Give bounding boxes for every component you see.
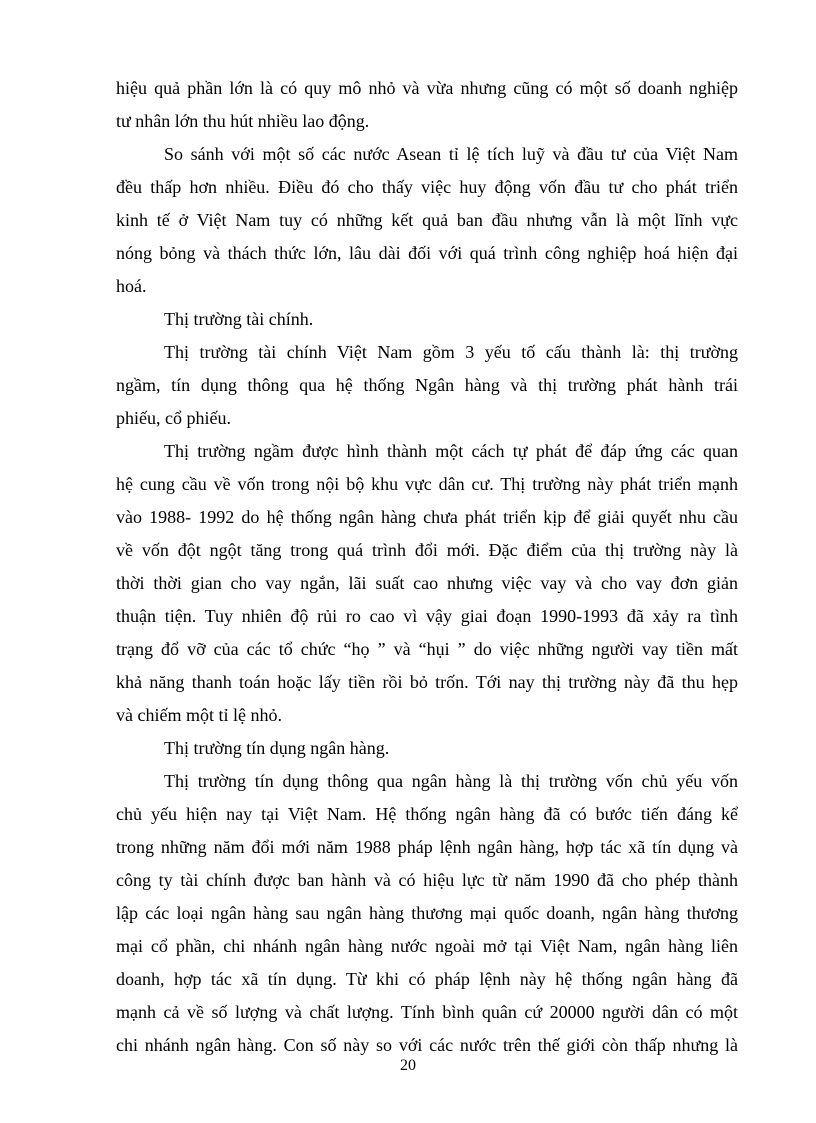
text-line: Thị trường tín dụng ngân hàng. bbox=[164, 738, 390, 758]
text-line: công ty tài chính được ban hành và có hiệu lực từ năm 1990 đã cho phép thành bbox=[116, 870, 738, 890]
text-line: ngầm, tín dụng thông qua hệ thống Ngân hàng và thị trường phát hành trái bbox=[116, 375, 738, 395]
document-body bbox=[116, 72, 738, 1062]
text-line: và chiếm một tỉ lệ nhỏ. bbox=[116, 705, 282, 725]
text-line: trạng đổ vỡ của các tổ chức “họ ” và “hụi ” do việc những người vay tiền mất bbox=[116, 639, 738, 659]
text-line: thuận tiện. Tuy nhiên độ rủi ro cao vì vậy giai đoạn 1990-1993 đã xảy ra tình bbox=[116, 606, 738, 626]
text-line: tư nhân lớn thu hút nhiều lao động. bbox=[116, 111, 370, 131]
text-line: phiếu, cổ phiếu. bbox=[116, 408, 231, 428]
text-line: nóng bỏng và thách thức lớn, lâu dài đối với quá trình công nghiệp hoá hiện đại bbox=[116, 243, 738, 263]
text-line: về vốn đột ngột tăng trong quá trình đổi mới. Đặc điểm của thị trường này là bbox=[116, 540, 738, 560]
text-line: thời thời gian cho vay ngắn, lãi suất cao nhưng việc vay và cho vay đơn giản bbox=[116, 573, 738, 593]
text-line: đều thấp hơn nhiều. Điều đó cho thấy việc huy động vốn đầu tư cho phát triển bbox=[116, 177, 738, 197]
text-line: doanh, hợp tác xã tín dụng. Từ khi có pháp lệnh này hệ thống ngân hàng đã bbox=[116, 969, 738, 989]
text-line: Thị trường tài chính. bbox=[164, 309, 314, 329]
text-line: vào 1988- 1992 do hệ thống ngân hàng chưa phát triển kịp để giải quyết nhu cầu bbox=[116, 507, 738, 527]
text-line: So sánh với một số các nước Asean tỉ lệ tích luỹ và đầu tư của Việt Nam bbox=[164, 144, 738, 164]
text-line: lập các loại ngân hàng sau ngân hàng thương mại quốc doanh, ngân hàng thương bbox=[116, 903, 738, 923]
text-line: mạnh cả về số lượng và chất lượng. Tính bình quân cứ 20000 người dân có một bbox=[116, 1002, 738, 1022]
text-line: kinh tế ở Việt Nam tuy có những kết quả ban đầu nhưng vẫn là một lĩnh vực bbox=[116, 210, 738, 230]
text-line: trong những năm đổi mới năm 1988 pháp lệnh ngân hàng, hợp tác xã tín dụng và bbox=[116, 837, 738, 857]
text-line: Thị trường ngầm được hình thành một cách tự phát để đáp ứng các quan bbox=[164, 441, 738, 461]
text-line: Thị trường tài chính Việt Nam gồm 3 yếu tố cấu thành là: thị trường bbox=[164, 342, 738, 362]
text-line: hệ cung cầu về vốn trong nội bộ khu vực dân cư. Thị trường này phát triển mạnh bbox=[116, 474, 738, 494]
text-line: mại cổ phần, chi nhánh ngân hàng nước ngoài mở tại Việt Nam, ngân hàng liên bbox=[116, 936, 738, 956]
text-line: chủ yếu hiện nay tại Việt Nam. Hệ thống ngân hàng đã có bước tiến đáng kể bbox=[116, 804, 738, 824]
text-line: hiệu quả phần lớn là có quy mô nhỏ và vừa nhưng cũng có một số doanh nghiệp bbox=[116, 78, 738, 98]
text-line: hoá. bbox=[116, 276, 147, 296]
text-line: Thị trường tín dụng thông qua ngân hàng là thị trường vốn chủ yếu vốn bbox=[164, 771, 738, 791]
page-number: 20 bbox=[400, 1057, 416, 1074]
text-line: chi nhánh ngân hàng. Con số này so với các nước trên thế giới còn thấp nhưng là bbox=[116, 1035, 738, 1055]
text-line: khả năng thanh toán hoặc lấy tiền rồi bỏ trốn. Tới nay thị trường này đã thu hẹp bbox=[116, 672, 738, 692]
